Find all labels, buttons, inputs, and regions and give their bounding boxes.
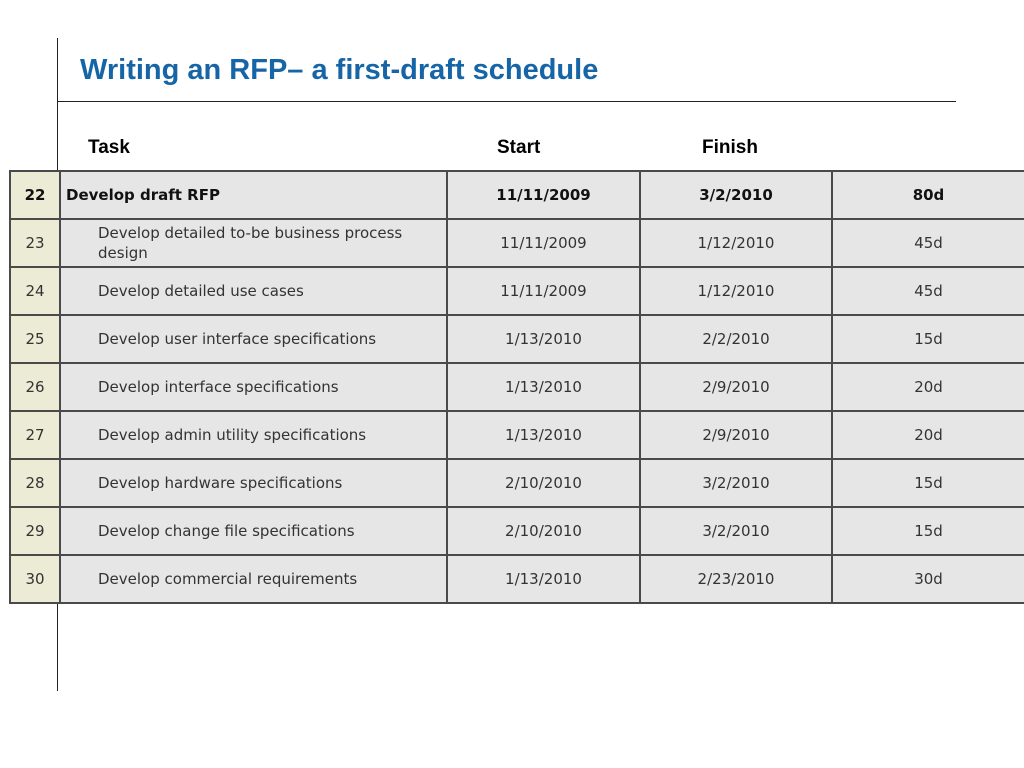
duration-cell: 80d bbox=[832, 171, 1024, 219]
finish-date-cell: 2/9/2010 bbox=[640, 411, 832, 459]
task-id-cell: 26 bbox=[10, 363, 60, 411]
finish-date-cell: 3/2/2010 bbox=[640, 507, 832, 555]
table-row bbox=[10, 411, 1024, 459]
start-date-cell: 2/10/2010 bbox=[447, 507, 640, 555]
start-date-cell: 11/11/2009 bbox=[447, 267, 640, 315]
duration-cell: 15d bbox=[832, 459, 1024, 507]
task-name-cell: Develop draft RFP bbox=[60, 171, 447, 219]
finish-date-cell: 2/2/2010 bbox=[640, 315, 832, 363]
task-id-cell: 22 bbox=[10, 171, 60, 219]
start-date-cell: 11/11/2009 bbox=[447, 219, 640, 267]
duration-cell: 20d bbox=[832, 411, 1024, 459]
task-id-cell: 24 bbox=[10, 267, 60, 315]
duration-cell: 15d bbox=[832, 507, 1024, 555]
task-id-cell: 23 bbox=[10, 219, 60, 267]
task-name-cell: Develop change file specifications bbox=[60, 507, 447, 555]
task-id-cell: 29 bbox=[10, 507, 60, 555]
duration-cell: 45d bbox=[832, 219, 1024, 267]
task-name-cell: Develop interface specifications bbox=[60, 363, 447, 411]
page-title: Writing an RFP– a first-draft schedule bbox=[80, 54, 599, 86]
table-row bbox=[10, 171, 1024, 219]
table-row bbox=[10, 555, 1024, 603]
duration-cell: 15d bbox=[832, 315, 1024, 363]
finish-date-cell: 3/2/2010 bbox=[640, 459, 832, 507]
table-row bbox=[10, 219, 1024, 267]
duration-cell: 30d bbox=[832, 555, 1024, 603]
column-header-finish: Finish bbox=[702, 137, 758, 158]
finish-date-cell: 3/2/2010 bbox=[640, 171, 832, 219]
schedule-table bbox=[9, 170, 1024, 604]
start-date-cell: 1/13/2010 bbox=[447, 555, 640, 603]
table-row bbox=[10, 507, 1024, 555]
task-id-cell: 25 bbox=[10, 315, 60, 363]
title-underline-rule bbox=[57, 101, 956, 102]
finish-date-cell: 1/12/2010 bbox=[640, 267, 832, 315]
table-row bbox=[10, 363, 1024, 411]
finish-date-cell: 2/9/2010 bbox=[640, 363, 832, 411]
finish-date-cell: 2/23/2010 bbox=[640, 555, 832, 603]
start-date-cell: 2/10/2010 bbox=[447, 459, 640, 507]
finish-date-cell: 1/12/2010 bbox=[640, 219, 832, 267]
table-row bbox=[10, 315, 1024, 363]
column-header-task: Task bbox=[88, 137, 130, 158]
task-name-cell: Develop commercial requirements bbox=[60, 555, 447, 603]
task-name-cell: Develop user interface specifications bbox=[60, 315, 447, 363]
start-date-cell: 1/13/2010 bbox=[447, 363, 640, 411]
start-date-cell: 1/13/2010 bbox=[447, 411, 640, 459]
table-row bbox=[10, 459, 1024, 507]
schedule-table-body bbox=[10, 171, 1024, 603]
task-id-cell: 28 bbox=[10, 459, 60, 507]
task-id-cell: 27 bbox=[10, 411, 60, 459]
table-row bbox=[10, 267, 1024, 315]
task-name-cell: Develop admin utility specifications bbox=[60, 411, 447, 459]
duration-cell: 20d bbox=[832, 363, 1024, 411]
start-date-cell: 11/11/2009 bbox=[447, 171, 640, 219]
task-name-cell: Develop hardware specifications bbox=[60, 459, 447, 507]
task-name-cell: Develop detailed to-be business process design bbox=[60, 219, 447, 267]
column-header-start: Start bbox=[497, 137, 541, 158]
start-date-cell: 1/13/2010 bbox=[447, 315, 640, 363]
duration-cell: 45d bbox=[832, 267, 1024, 315]
task-id-cell: 30 bbox=[10, 555, 60, 603]
task-name-cell: Develop detailed use cases bbox=[60, 267, 447, 315]
